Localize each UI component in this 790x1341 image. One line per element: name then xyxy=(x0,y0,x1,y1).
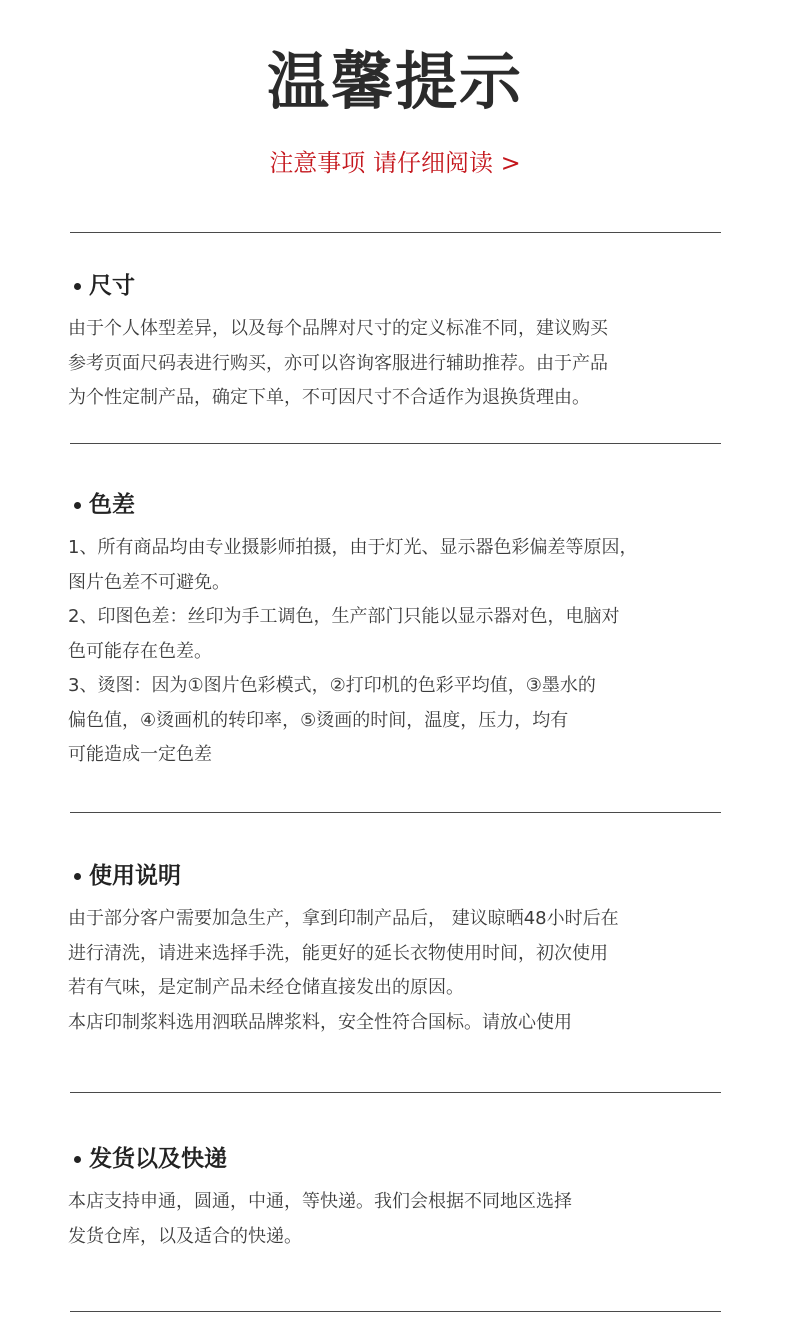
paragraph-line: 由于个人体型差异，以及每个品牌对尺寸的定义标准不同，建议购买 xyxy=(68,318,608,339)
paragraph-line: 本店印制浆料选用泗联品牌浆料，安全性符合国标。请放心使用 xyxy=(68,1011,572,1033)
bullet-icon xyxy=(74,502,81,509)
paragraph-line: 2、印图色差：丝印为手工调色，生产部门只能以显示器对色，电脑对 xyxy=(68,606,620,627)
section-heading xyxy=(68,489,728,521)
paragraph-line: 进行清洗，请进来选择手洗，能更好的延长衣物使用时间，初次使用 xyxy=(68,942,608,964)
page-subtitle: 注意事项 请仔细阅读 > xyxy=(269,149,521,177)
bullet-icon xyxy=(74,873,81,880)
paragraph-line: 参考页面尺码表进行购买，亦可以咨询客服进行辅助推荐。由于产品 xyxy=(68,352,608,374)
section-heading-label: 色差 xyxy=(89,492,135,518)
paragraph-line: 色可能存在色差。 xyxy=(68,640,212,662)
paragraph-line: 3、烫图：因为①图片色彩模式，②打印机的色彩平均值，③墨水的 xyxy=(68,675,596,696)
paragraph-line: 发货仓库，以及适合的快递。 xyxy=(68,1225,302,1247)
paragraph-line: 本店支持申通，圆通，中通，等快递。我们会根据不同地区选择 xyxy=(68,1191,572,1212)
section-color-difference xyxy=(68,489,728,773)
page-title: 温馨提示 xyxy=(266,45,523,118)
paragraph-line: 由于部分客户需要加急生产，拿到印制产品后， 建议晾晒48小时后在 xyxy=(68,908,619,929)
section-size xyxy=(68,270,728,416)
section-heading xyxy=(68,270,728,302)
section-heading-label: 尺寸 xyxy=(89,273,135,299)
section-heading-label: 发货以及快递 xyxy=(89,1146,227,1172)
section-heading xyxy=(68,860,728,892)
paragraph-line: 若有气味，是定制产品未经仓储直接发出的原因。 xyxy=(68,977,464,998)
paragraph-line: 图片色差不可避免。 xyxy=(68,571,230,593)
divider xyxy=(70,1092,721,1093)
section-heading xyxy=(68,1143,728,1175)
section-shipping xyxy=(68,1143,728,1254)
bullet-icon xyxy=(74,1156,81,1163)
divider xyxy=(70,232,721,233)
divider xyxy=(70,812,721,813)
paragraph-line: 1、所有商品均由专业摄影师拍摄，由于灯光、显示器色彩偏差等原因， xyxy=(68,537,638,558)
bullet-icon xyxy=(74,283,81,290)
paragraph-line: 可能造成一定色差 xyxy=(68,744,212,765)
section-usage-instructions xyxy=(68,860,728,1040)
section-heading-label: 使用说明 xyxy=(89,863,181,889)
paragraph-line: 偏色值，④烫画机的转印率，⑤烫画的时间，温度，压力，均有 xyxy=(68,709,569,731)
divider xyxy=(70,1311,721,1312)
divider xyxy=(70,443,721,444)
paragraph-line: 为个性定制产品，确定下单，不可因尺寸不合适作为退换货理由。 xyxy=(68,387,590,408)
